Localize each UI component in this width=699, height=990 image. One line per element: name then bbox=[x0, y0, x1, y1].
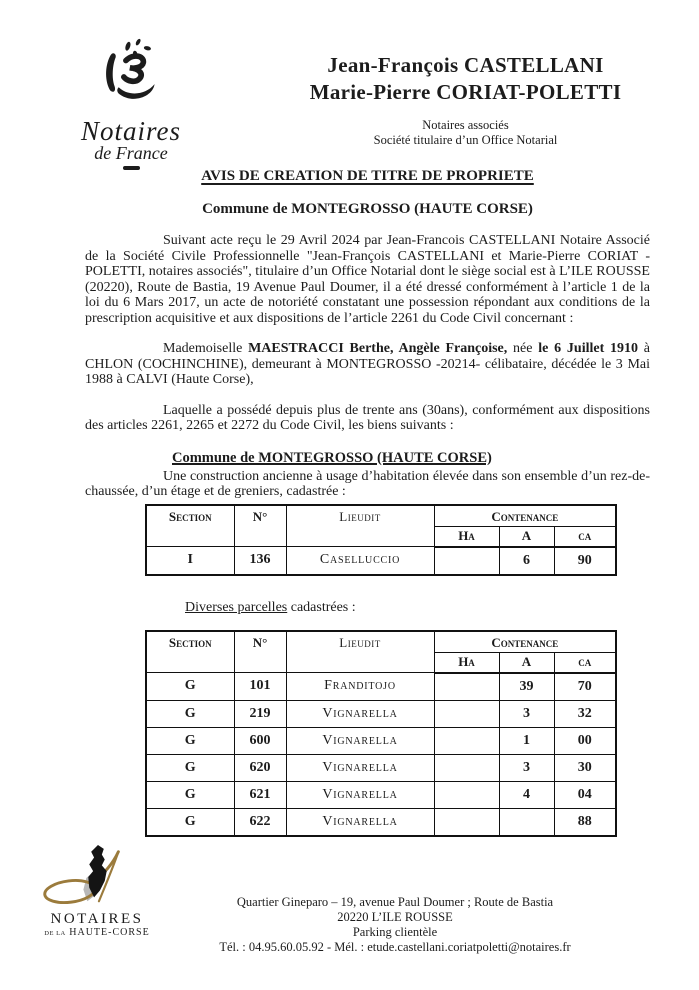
footer-logo-dela: DE LA bbox=[44, 930, 66, 937]
address-line-4: Tél. : 04.95.60.05.92 - Mél. : etude.castellani.coriatpoletti@notaires.fr bbox=[219, 940, 571, 954]
cell-section: G bbox=[146, 673, 234, 701]
cell-section: G bbox=[146, 781, 234, 808]
cell-ca: 00 bbox=[554, 727, 616, 754]
parcels-label-underlined: Diverses parcelles bbox=[185, 599, 288, 615]
cell-a: 39 bbox=[499, 673, 554, 701]
cell-lieudit: Vignarella bbox=[286, 754, 434, 781]
cell-ha bbox=[434, 547, 499, 575]
table-row bbox=[146, 700, 616, 727]
table-row bbox=[146, 754, 616, 781]
notaires-de-france-logo bbox=[52, 38, 210, 170]
table-header-row bbox=[146, 631, 616, 653]
office-address-block bbox=[170, 895, 620, 955]
cell-numero: 219 bbox=[234, 700, 286, 727]
cell-numero: 136 bbox=[234, 547, 286, 575]
cell-ha bbox=[434, 781, 499, 808]
office-role: Notaires associés bbox=[422, 118, 509, 132]
brand-title: Notaires bbox=[80, 116, 181, 146]
building-description: Une construction ancienne à usage d’habitation élevée dans son ensemble d’un rez-de-chaussée, d’un étage et de greniers, cadastrée : bbox=[85, 468, 650, 499]
cell-section: G bbox=[146, 700, 234, 727]
main-parcel-table bbox=[145, 504, 617, 576]
table-row bbox=[146, 808, 616, 836]
owner-part-3: née bbox=[507, 341, 539, 356]
col-header-ha: Ha bbox=[434, 526, 499, 547]
owner-paragraph bbox=[85, 341, 650, 388]
parcels-label bbox=[185, 600, 650, 616]
col-header-numero: N° bbox=[234, 505, 286, 547]
document-body bbox=[85, 168, 650, 837]
col-header-ha: Ha bbox=[434, 652, 499, 673]
cell-lieudit: Caselluccio bbox=[286, 547, 434, 575]
footer-logo-region: HAUTE-CORSE bbox=[69, 927, 150, 938]
cell-ca: 70 bbox=[554, 673, 616, 701]
col-header-ca: ca bbox=[554, 652, 616, 673]
col-header-contenance: Contenance bbox=[434, 505, 616, 527]
office-description: Société titulaire d’un Office Notarial bbox=[373, 133, 558, 147]
address-line-1: Quartier Gineparo – 19, avenue Paul Doumer ; Route de Bastia bbox=[236, 895, 554, 909]
table-row bbox=[146, 781, 616, 808]
cell-numero: 621 bbox=[234, 781, 286, 808]
cell-ca: 88 bbox=[554, 808, 616, 836]
col-header-section: Section bbox=[146, 631, 234, 673]
cell-a: 1 bbox=[499, 727, 554, 754]
cell-numero: 101 bbox=[234, 673, 286, 701]
notary-name-1: Jean-François CASTELLANI bbox=[327, 53, 604, 77]
owner-birthdate: le 6 Juillet 1910 bbox=[538, 341, 639, 356]
footer-logo-subtitle bbox=[36, 927, 158, 940]
table-row bbox=[146, 673, 616, 701]
cell-ca: 90 bbox=[554, 547, 616, 575]
cell-numero: 600 bbox=[234, 727, 286, 754]
office-header bbox=[258, 52, 673, 148]
parcels-table bbox=[145, 630, 617, 837]
notaires-de-france-logo-icon bbox=[83, 38, 179, 118]
owner-name: MAESTRACCI Berthe, Angèle Françoise, bbox=[248, 341, 508, 356]
table-header-row bbox=[146, 505, 616, 527]
address-line-3: Parking clientèle bbox=[352, 925, 438, 939]
table-row bbox=[146, 727, 616, 754]
cell-lieudit: Franditojo bbox=[286, 673, 434, 701]
cell-lieudit: Vignarella bbox=[286, 727, 434, 754]
notaires-haute-corse-logo bbox=[36, 843, 158, 940]
col-header-lieudit: Lieudit bbox=[286, 505, 434, 547]
cell-lieudit: Vignarella bbox=[286, 808, 434, 836]
cell-numero: 622 bbox=[234, 808, 286, 836]
cell-ha bbox=[434, 700, 499, 727]
intro-paragraph: Suivant acte reçu le 29 Avril 2024 par Jean-Francois CASTELLANI Notaire Associé de la Société Civile Professionnelle "Jean-François CASTELLANI et Marie-Pierre CORIAT - POLETTI, notaires associés", titulaire d’un Office Notarial dont le siège social est à L’ILE ROUSSE (20220), Route de Bastia, 19 Avenue Paul Doumer, il a été dressé conformément à l’article 1 de la loi du 6 Mars 2017, un acte de notoriété constatant une possession répondant aux conditions de la prescription acquisitive et aux dispositions de l’article 2261 du Code Civil concernant : bbox=[85, 233, 650, 326]
cell-section: G bbox=[146, 727, 234, 754]
cell-ha bbox=[434, 808, 499, 836]
cell-a: 3 bbox=[499, 700, 554, 727]
col-header-contenance: Contenance bbox=[434, 631, 616, 653]
col-header-section: Section bbox=[146, 505, 234, 547]
cell-ha bbox=[434, 727, 499, 754]
corsica-island-icon bbox=[41, 843, 153, 909]
page-title: AVIS DE CREATION DE TITRE DE PROPRIETE bbox=[201, 168, 534, 184]
cell-section: I bbox=[146, 547, 234, 575]
footer-logo-title: NOTAIRES bbox=[50, 911, 144, 927]
owner-part-1: Mademoiselle bbox=[163, 341, 249, 356]
owner-part-5: à CHLON (COCHINCHINE), demeurant à MONTEGROSSO -20214- célibataire, décédée le 3 Mai 1988 à CALVI (Haute Corse), bbox=[85, 341, 651, 387]
parcels-label-rest: cadastrées : bbox=[287, 599, 356, 615]
section-heading-commune: Commune de MONTEGROSSO (HAUTE CORSE) bbox=[172, 449, 492, 466]
cell-lieudit: Vignarella bbox=[286, 700, 434, 727]
cell-a: 6 bbox=[499, 547, 554, 575]
cell-a bbox=[499, 808, 554, 836]
cell-section: G bbox=[146, 754, 234, 781]
col-header-a: A bbox=[499, 652, 554, 673]
possession-paragraph: Laquelle a possédé depuis plus de trente ans (30ans), conformément aux dispositions des articles 2261, 2265 et 2272 du Code Civil, les biens suivants : bbox=[85, 402, 650, 433]
cell-numero: 620 bbox=[234, 754, 286, 781]
cell-ca: 32 bbox=[554, 700, 616, 727]
col-header-lieudit: Lieudit bbox=[286, 631, 434, 673]
notary-name-2: Marie-Pierre CORIAT-POLETTI bbox=[309, 80, 622, 104]
col-header-ca: ca bbox=[554, 526, 616, 547]
brand-subtitle: de France bbox=[94, 143, 168, 163]
cell-section: G bbox=[146, 808, 234, 836]
address-line-2: 20220 L’ILE ROUSSE bbox=[337, 910, 453, 924]
cell-ha bbox=[434, 673, 499, 701]
cell-ca: 30 bbox=[554, 754, 616, 781]
commune-subtitle: Commune de MONTEGROSSO (HAUTE CORSE) bbox=[202, 201, 533, 217]
cell-ha bbox=[434, 754, 499, 781]
cell-a: 4 bbox=[499, 781, 554, 808]
col-header-numero: N° bbox=[234, 631, 286, 673]
cell-ca: 04 bbox=[554, 781, 616, 808]
col-header-a: A bbox=[499, 526, 554, 547]
table-row bbox=[146, 547, 616, 575]
cell-a: 3 bbox=[499, 754, 554, 781]
cell-lieudit: Vignarella bbox=[286, 781, 434, 808]
